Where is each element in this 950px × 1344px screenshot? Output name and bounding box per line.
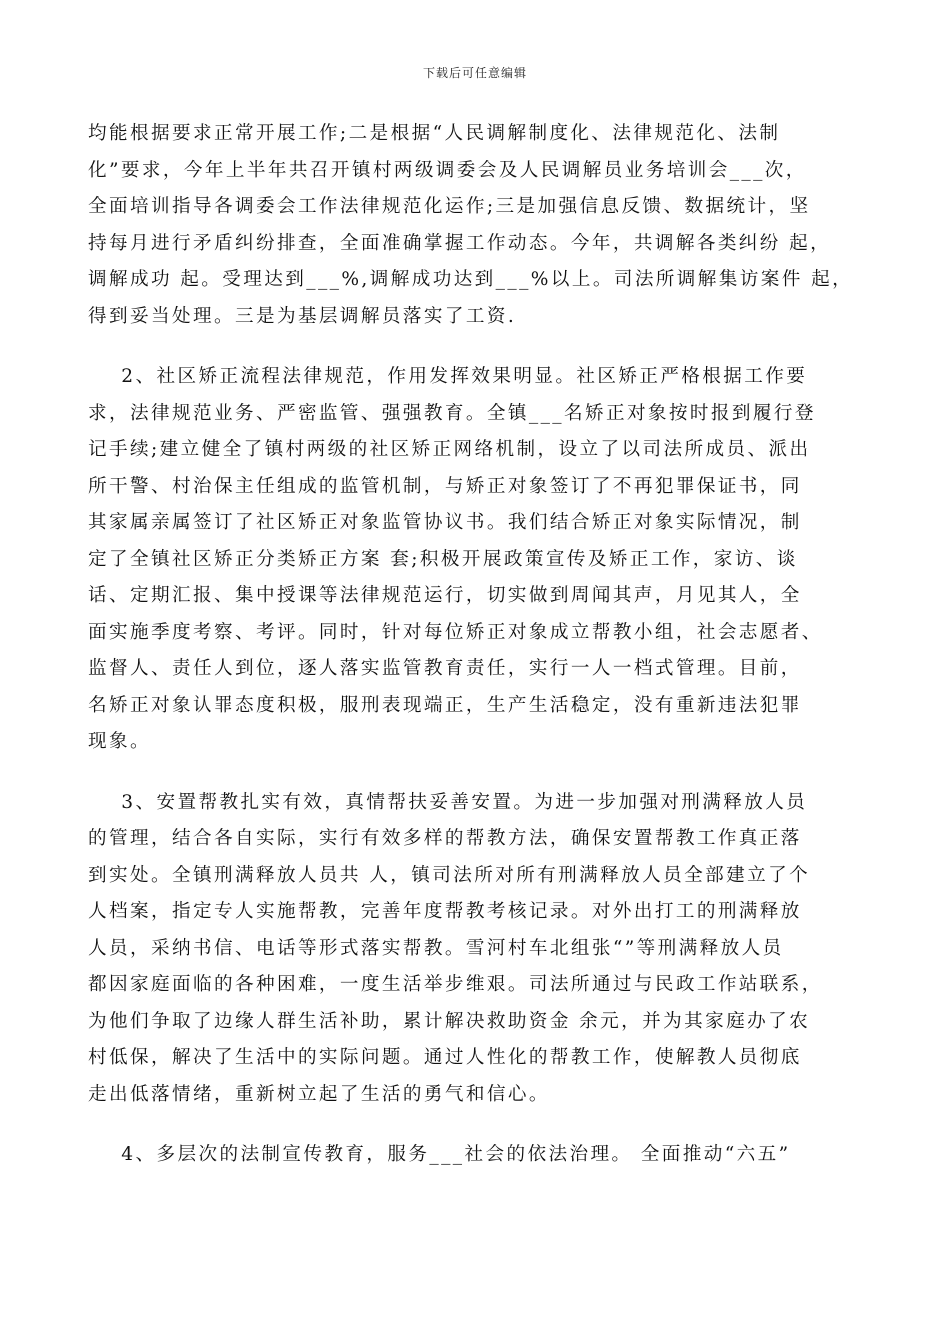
text-line: 调解成功 起。受理达到___%,调解成功达到___%以上。司法所调解集访案件 起， — [88, 269, 854, 290]
text-line: 监督人、责任人到位，逐人落实监管教育责任，实行一人一档式管理。目前， — [88, 658, 802, 679]
text-line: 都因家庭面临的各种困难，一度生活举步维艰。司法所通过与民政工作站联系， — [88, 974, 823, 995]
paragraph-spacer — [88, 761, 868, 785]
text-line: 面实施季度考察、考评。同时，针对每位矫正对象成立帮教小组，社会志愿者、 — [88, 621, 823, 643]
document-body — [88, 116, 868, 1174]
paragraph-3 — [88, 785, 868, 1114]
text-line: 话、定期汇报、集中授课等法律规范运行，切实做到周闻其声，月见其人，全 — [88, 585, 802, 606]
text-line: 定了全镇社区矫正分类矫正方案 套;积极开展政策宣传及矫正工作，家访、谈 — [88, 548, 798, 570]
text-line: 所干警、村治保主任组成的监管机制，与矫正对象签订了不再犯罪保证书，同 — [88, 475, 802, 497]
text-line: 4、多层次的法制宣传教育，服务___社会的依法治理。 全面推动“六五” — [88, 1144, 791, 1165]
text-line: 2、社区矫正流程法律规范，作用发挥效果明显。社区矫正严格根据工作要 — [88, 366, 808, 387]
text-line: 求，法律规范业务、严密监管、强强教育。全镇___名矫正对象按时报到履行登 — [88, 402, 816, 424]
text-line: 全面培训指导各调委会工作法律规范化运作;三是加强信息反馈、数据统计，坚 — [88, 196, 811, 217]
text-line: 均能根据要求正常开展工作;二是根据“人民调解制度化、法律规范化、法制 — [88, 123, 781, 144]
text-line: 的管理，结合各自实际，实行有效多样的帮教方法，确保安置帮教工作真正落 — [88, 828, 802, 849]
paragraph-spacer — [88, 335, 868, 359]
text-line: 走出低落情绪，重新树立起了生活的勇气和信心。 — [88, 1083, 550, 1105]
text-line: 化”要求，今年上半年共召开镇村两级调委会及人民调解员业务培训会___次， — [88, 159, 807, 181]
text-line: 名矫正对象认罪态度积极，服刑表现端正，生产生活稳定，没有重新违法犯罪 — [88, 694, 802, 716]
paragraph-spacer — [88, 1113, 868, 1137]
text-line: 为他们争取了边缘人群生活补助，累计解决救助资金 余元，并为其家庭办了农 — [88, 1010, 811, 1032]
paragraph-4 — [88, 1137, 868, 1174]
text-line: 得到妥当处理。三是为基层调解员落实了工资. — [88, 305, 517, 327]
text-line: 村低保，解决了生活中的实际问题。通过人性化的帮教工作，使解教人员彻底 — [88, 1047, 802, 1068]
text-line: 现象。 — [88, 731, 151, 752]
paragraph-2 — [88, 359, 868, 761]
text-line: 人档案，指定专人实施帮教，完善年度帮教考核记录。对外出打工的刑满释放 — [88, 901, 802, 922]
text-line: 持每月进行矛盾纠纷排查，全面准确掌握工作动态。今年，共调解各类纠纷 起， — [88, 232, 832, 254]
text-line: 人员，采纳书信、电话等形式落实帮教。雪河村车北组张“”等刑满释放人员 — [88, 937, 784, 959]
text-line: 到实处。全镇刑满释放人员共 人，镇司法所对所有刑满释放人员全部建立了个 — [88, 864, 811, 886]
paragraph-1 — [88, 116, 868, 335]
text-line: 3、安置帮教扎实有效，真情帮扶妥善安置。为进一步加强对刑满释放人员 — [88, 791, 808, 813]
page-header: 下载后可任意编辑 — [422, 66, 527, 80]
text-line: 记手续;建立健全了镇村两级的社区矫正网络机制，设立了以司法所成员、派出 — [88, 439, 811, 460]
text-line: 其家属亲属签订了社区矫正对象监管协议书。我们结合矫正对象实际情况，制 — [88, 512, 802, 533]
